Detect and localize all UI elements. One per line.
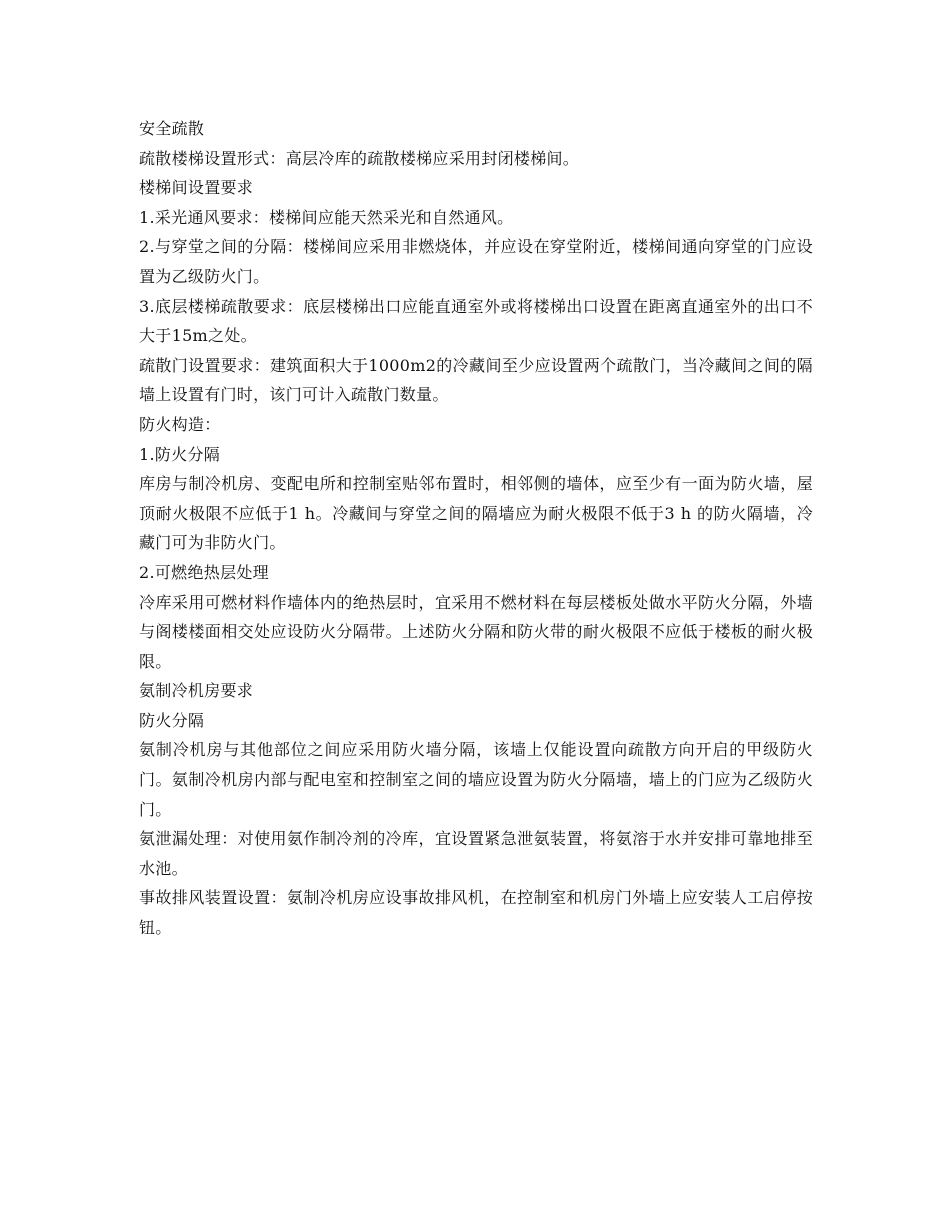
paragraph-lighting-ventilation: 1.采光通风要求：楼梯间应能天然采光和自然通风。	[139, 207, 514, 227]
heading-ammonia-machine-room: 氨制冷机房要求	[139, 681, 254, 701]
heading-safe-evacuation: 安全疏散	[139, 119, 205, 138]
subheading-combustible-insulation: 2.可燃绝热层处理	[139, 562, 269, 582]
paragraph-evacuation-doors: 疏散门设置要求：建筑面积大于1000m2的冷藏间至少应设置两个疏散门，当冷藏间之间的隔墙上设置有门时，该门可计入疏散门数量。	[139, 355, 813, 405]
paragraph-stair-form: 疏散楼梯设置形式：高层冷库的疏散楼梯应采用封闭楼梯间。	[139, 148, 580, 168]
subheading-fire-separation: 1.防火分隔	[139, 444, 221, 464]
subheading-ammonia-fire-separation: 防火分隔	[139, 710, 205, 730]
heading-fire-construction: 防火构造：	[139, 414, 221, 434]
paragraph-combustible-insulation: 冷库采用可燃材料作墙体内的绝热层时，宜采用不燃材料在每层楼板处做水平防火分隔，外墙与阁楼楼面相交处应设防火分隔带。上述防火分隔和防火带的耐火极限不应低于楼板的耐火极限。	[139, 592, 813, 671]
paragraph-ammonia-leak: 氨泄漏处理：对使用氨作制冷剂的冷库，宜设置紧急泄氨装置，将氨溶于水并安排可靠地排至水池。	[139, 829, 813, 878]
paragraph-corridor-separation: 2.与穿堂之间的分隔：楼梯间应采用非燃烧体，并应设在穿堂附近，楼梯间通向穿堂的门应设置为乙级防火门。	[139, 237, 813, 286]
paragraph-ground-floor-exit: 3.底层楼梯疏散要求：底层楼梯出口应能直通室外或将楼梯出口设置在距离直通室外的出口不大于15m之处。	[139, 296, 813, 346]
document-body	[139, 114, 813, 943]
paragraph-fire-separation: 库房与制冷机房、变配电所和控制室贴邻布置时，相邻侧的墙体，应至少有一面为防火墙，屋顶耐火极限不应低于1 h。冷藏间与穿堂之间的隔墙应为耐火极限不低于3 h 的防火隔墙，冷藏门可为非防火门。	[139, 474, 813, 553]
paragraph-ammonia-fire-separation: 氨制冷机房与其他部位之间应采用防火墙分隔，该墙上仅能设置向疏散方向开启的甲级防火门。氨制冷机房内部与配电室和控制室之间的墙应设置为防火分隔墙，墙上的门应为乙级防火门。	[139, 740, 813, 819]
paragraph-emergency-exhaust: 事故排风装置设置：氨制冷机房应设事故排风机，在控制室和机房门外墙上应安装人工启停按钮。	[139, 888, 813, 938]
heading-stairwell-requirements: 楼梯间设置要求	[139, 178, 254, 198]
